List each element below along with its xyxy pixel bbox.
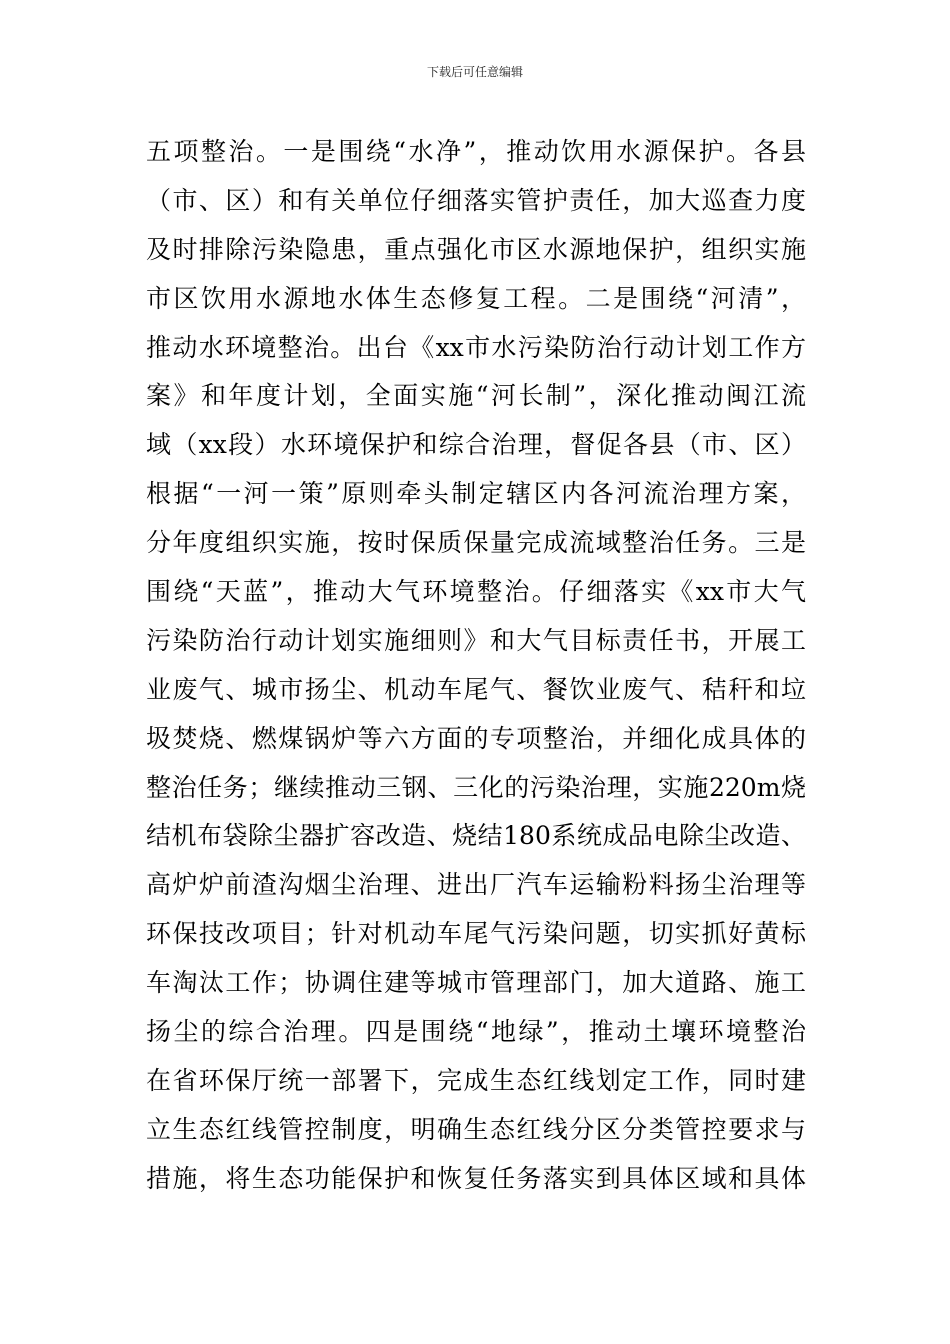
text-line: 立生态红线管控制度，明确生态红线分区分类管控要求与 — [146, 1114, 806, 1144]
text-line: 案》和年度计划，全面实施“河长制”，深化推动闽江流 — [146, 381, 806, 411]
text-line: 高炉炉前渣沟烟尘治理、进出厂汽车运输粉料扬尘治理等 — [146, 870, 806, 900]
text-line: 市区饮用水源地水体生态修复工程。二是围绕“河清”， — [146, 283, 806, 313]
text-line: 业废气、城市扬尘、机动车尾气、餐饮业废气、秸秆和垃 — [146, 674, 806, 704]
text-line: 污染防治行动计划实施细则》和大气目标责任书，开展工 — [146, 625, 806, 655]
text-line: 车淘汰工作；协调住建等城市管理部门，加大道路、施工 — [146, 968, 806, 998]
text-line: 及时排除污染隐患，重点强化市区水源地保护，组织实施 — [146, 234, 806, 264]
text-line: （市、区）和有关单位仔细落实管护责任，加大巡查力度 — [146, 185, 806, 215]
text-line: 环保技改项目；针对机动车尾气污染问题，切实抓好黄标 — [146, 919, 806, 949]
text-line: 措施，将生态功能保护和恢复任务落实到具体区域和具体 — [146, 1163, 806, 1193]
text-line: 分年度组织实施，按时保质保量完成流域整治任务。三是 — [146, 528, 806, 558]
text-line: 五项整治。一是围绕“水净”，推动饮用水源保护。各县 — [146, 137, 806, 166]
text-line: 在省环保厅统一部署下，完成生态红线划定工作，同时建 — [146, 1065, 806, 1095]
text-line: 整治任务；继续推动三钢、三化的污染治理，实施220m烧 — [146, 772, 806, 802]
text-line: 结机布袋除尘器扩容改造、烧结180系统成品电除尘改造、 — [146, 821, 806, 851]
text-line: 扬尘的综合治理。四是围绕“地绿”，推动土壤环境整治 — [146, 1017, 806, 1047]
document-body — [146, 128, 806, 1204]
text-line: 围绕“天蓝”，推动大气环境整治。仔细落实《xx市大气 — [146, 577, 806, 607]
download-note: 下载后可任意编辑 — [426, 65, 523, 79]
text-line: 推动水环境整治。出台《xx市水污染防治行动计划工作方 — [146, 332, 806, 362]
text-line: 根据“一河一策”原则牵头制定辖区内各河流治理方案， — [146, 479, 806, 509]
text-line: 域（xx段）水环境保护和综合治理，督促各县（市、区） — [146, 430, 806, 460]
text-line: 圾焚烧、燃煤锅炉等六方面的专项整治，并细化成具体的 — [146, 723, 806, 753]
